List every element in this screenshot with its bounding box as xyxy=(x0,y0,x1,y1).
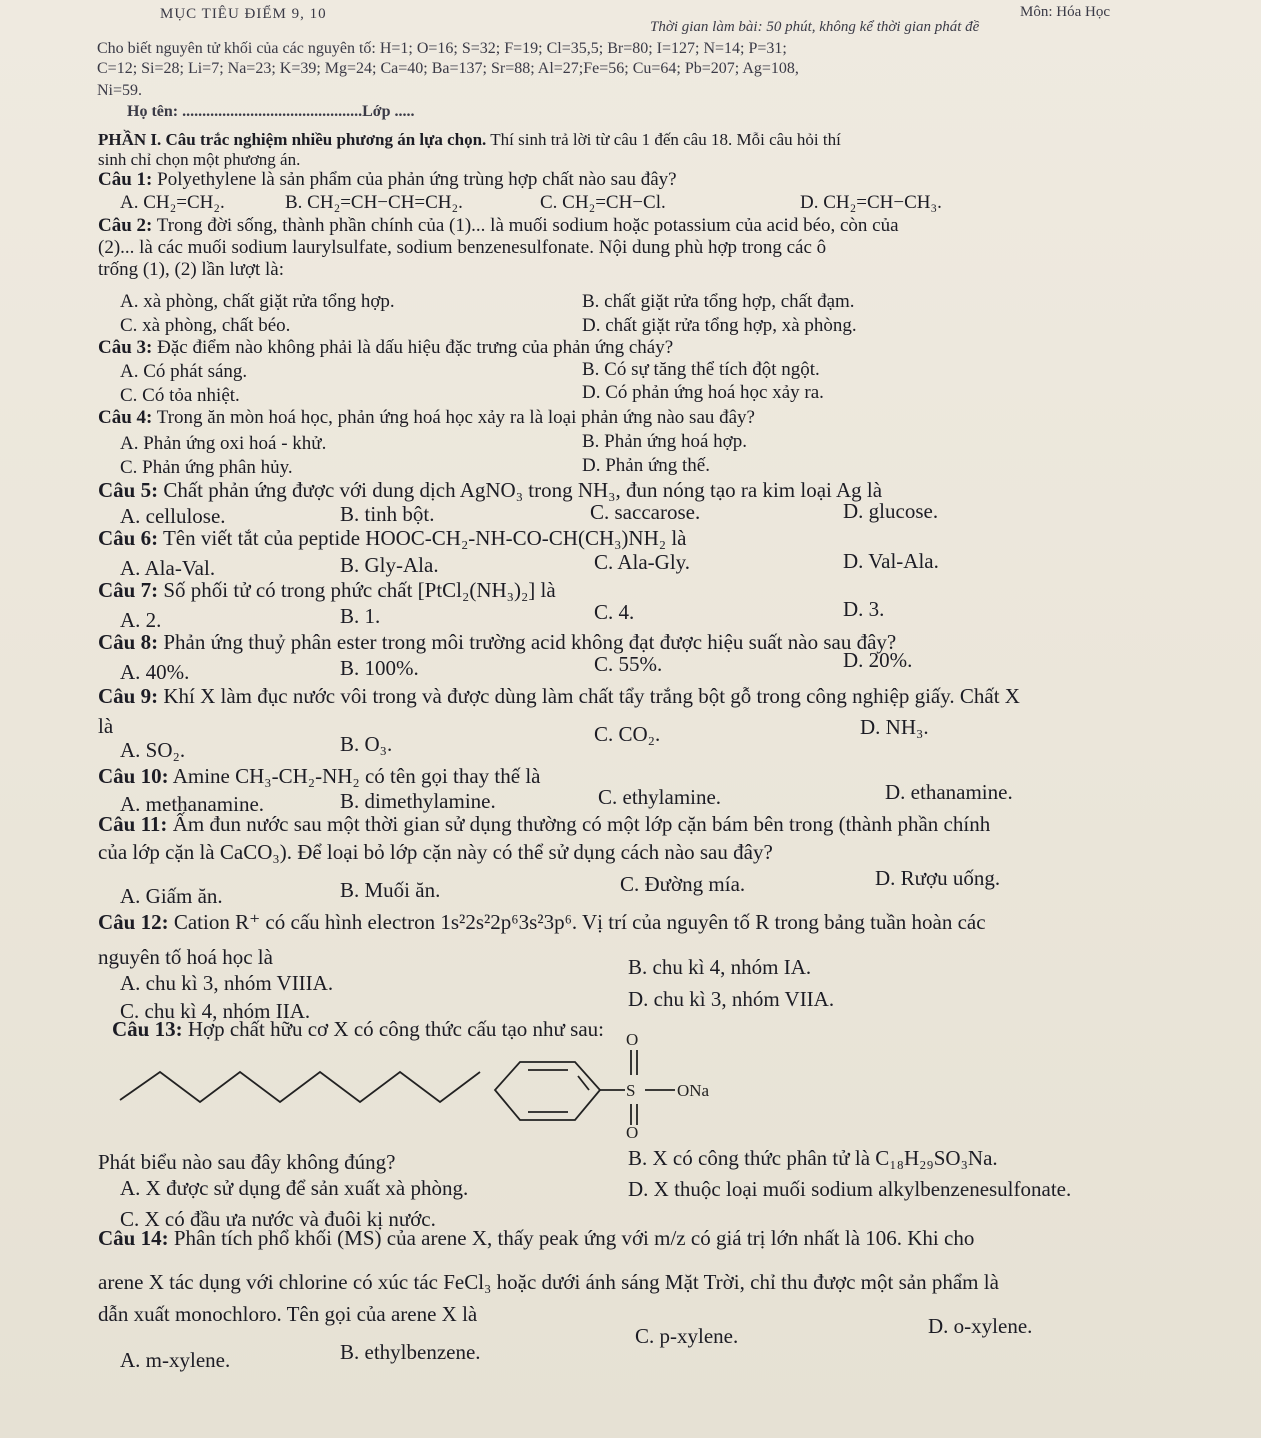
q12-option-c[interactable]: C. chu kì 4, nhóm IIA. xyxy=(120,999,311,1023)
q9-option-c[interactable]: C. CO₂. xyxy=(594,722,661,746)
exam-title: MỤC TIÊU ĐIỂM 9, 10 xyxy=(160,6,327,22)
oxygen-atom-top: O xyxy=(626,1030,639,1049)
part-instructions: Thí sinh trả lời từ câu 1 đến câu 18. Mỗi câu hỏi thí xyxy=(490,130,841,149)
question-2: Câu 2: Trong đời sống, thành phần chính của (1)... là muối sodium hoặc potassium của acid béo, còn của xyxy=(98,215,899,236)
q2-option-b[interactable]: B. chất giặt rửa tổng hợp, chất đạm. xyxy=(582,291,855,312)
q2-option-c[interactable]: C. xà phòng, chất béo. xyxy=(120,315,291,336)
question-6: Câu 6: Tên viết tắt của peptide HOOC-CH₂-NH-CO-CH(CH₃)NH₂ là xyxy=(98,526,687,550)
q7-option-c[interactable]: C. 4. xyxy=(594,600,635,624)
alkylbenzenesulfonate-structure xyxy=(110,1030,810,1140)
question-2-line-3: trống (1), (2) lần lượt là: xyxy=(98,259,285,280)
q4-option-d[interactable]: D. Phản ứng thế. xyxy=(582,455,710,476)
q14-option-d[interactable]: D. o-xylene. xyxy=(928,1314,1033,1338)
q4-option-b[interactable]: B. Phản ứng hoá hợp. xyxy=(582,431,747,452)
q10-option-c[interactable]: C. ethylamine. xyxy=(598,785,722,809)
q8-option-d[interactable]: D. 20%. xyxy=(843,648,913,672)
question-4: Câu 4: Trong ăn mòn hoá học, phản ứng hoá học xảy ra là loại phản ứng nào sau đây? xyxy=(98,407,755,428)
question-12-line-2: nguyên tố hoá học là xyxy=(98,945,273,969)
q1-option-c[interactable]: C. CH₂=CH−Cl. xyxy=(540,192,666,213)
q12-option-a[interactable]: A. chu kì 3, nhóm VIIIA. xyxy=(120,971,334,995)
name-class-line: Họ tên: .............................................Lớp ..... xyxy=(127,103,415,120)
question-14-line-3: dẫn xuất monochloro. Tên gọi của arene X là xyxy=(98,1302,478,1326)
q7-option-d[interactable]: D. 3. xyxy=(843,597,885,621)
q7-option-b[interactable]: B. 1. xyxy=(340,604,381,628)
question-7: Câu 7: Số phối tử có trong phức chất [PtCl₂(NH₃)₂] là xyxy=(98,578,556,602)
q5-option-a[interactable]: A. cellulose. xyxy=(120,504,226,528)
q4-option-c[interactable]: C. Phản ứng phân hủy. xyxy=(120,457,293,478)
q8-option-c[interactable]: C. 55%. xyxy=(594,652,663,676)
atomic-masses-3: Ni=59. xyxy=(97,82,143,99)
q1-option-b[interactable]: B. CH₂=CH−CH=CH₂. xyxy=(285,192,463,213)
q11-option-d[interactable]: D. Rượu uống. xyxy=(875,866,1001,890)
q11-option-b[interactable]: B. Muối ăn. xyxy=(340,878,441,902)
q6-option-b[interactable]: B. Gly-Ala. xyxy=(340,553,439,577)
q8-option-b[interactable]: B. 100%. xyxy=(340,656,419,680)
question-5: Câu 5: Chất phản ứng được với dung dịch AgNO₃ trong NH₃, đun nóng tạo ra kim loại Ag là xyxy=(98,478,883,502)
q11-option-c[interactable]: C. Đường mía. xyxy=(620,872,746,896)
q14-option-c[interactable]: C. p-xylene. xyxy=(635,1324,739,1348)
oxygen-atom-bottom: O xyxy=(626,1123,639,1140)
q9-option-a[interactable]: A. SO₂. xyxy=(120,738,186,762)
sodium-oxide-group: ONa xyxy=(677,1081,710,1100)
question-2-line-2: (2)... là các muối sodium laurylsulfate, sodium benzenesulfonate. Nội dung phù hợp trong các ô xyxy=(98,237,827,258)
question-13: Câu 13: Hợp chất hữu cơ X có công thức cấu tạo như sau: xyxy=(112,1017,604,1041)
question-8: Câu 8: Phản ứng thuỷ phân ester trong môi trường acid không đạt được hiệu suất nào sau đây? xyxy=(98,630,897,654)
question-3: Câu 3: Đặc điểm nào không phải là dấu hiệu đặc trưng của phản ứng cháy? xyxy=(98,337,674,358)
atomic-masses-1: Cho biết nguyên tử khối của các nguyên tố: H=1; O=16; S=32; F=19; Cl=35,5; Br=80; I=127; N=14; P=31; xyxy=(97,40,787,57)
question-12: Câu 12: Cation R⁺ có cấu hình electron 1s²2s²2p⁶3s²3p⁶. Vị trí của nguyên tố R trong bảng tuần hoàn các xyxy=(98,910,986,934)
time-label: Thời gian làm bài: 50 phút, không kể thời gian phát đề xyxy=(650,19,980,35)
q6-option-c[interactable]: C. Ala-Gly. xyxy=(594,550,691,574)
q10-option-d[interactable]: D. ethanamine. xyxy=(885,780,1013,804)
q13-option-b[interactable]: B. X có công thức phân tử là C₁₈H₂₉SO₃Na. xyxy=(628,1146,998,1170)
q2-option-a[interactable]: A. xà phòng, chất giặt rửa tổng hợp. xyxy=(120,291,395,312)
q10-option-a[interactable]: A. methanamine. xyxy=(120,792,265,816)
q13-option-a[interactable]: A. X được sử dụng để sản xuất xà phòng. xyxy=(120,1176,469,1200)
part-title: PHẦN I. Câu trắc nghiệm nhiều phương án lựa chọn. xyxy=(98,130,487,149)
q7-option-a[interactable]: A. 2. xyxy=(120,608,162,632)
q5-option-b[interactable]: B. tinh bột. xyxy=(340,502,435,526)
q5-option-d[interactable]: D. glucose. xyxy=(843,499,939,523)
sulfur-atom: S xyxy=(626,1081,636,1100)
question-1: Câu 1: Polyethylene là sản phẩm của phản ứng trùng hợp chất nào sau đây? xyxy=(98,169,677,190)
question-14-line-2: arene X tác dụng với chlorine có xúc tác FeCl₃ hoặc dưới ánh sáng Mặt Trời, chỉ thu được một sản phẩm là xyxy=(98,1270,999,1294)
question-13-line-2: Phát biểu nào sau đây không đúng? xyxy=(98,1150,396,1174)
q6-option-a[interactable]: A. Ala-Val. xyxy=(120,556,216,580)
q10-option-b[interactable]: B. dimethylamine. xyxy=(340,789,496,813)
question-9: Câu 9: Khí X làm đục nước vôi trong và được dùng làm chất tẩy trắng bột gỗ trong công nghiệp giấy. Chất X xyxy=(98,684,1020,708)
q8-option-a[interactable]: A. 40%. xyxy=(120,660,190,684)
q12-option-d[interactable]: D. chu kì 3, nhóm VIIA. xyxy=(628,987,835,1011)
q11-option-a[interactable]: A. Giấm ăn. xyxy=(120,884,223,908)
question-11: Câu 11: Ấm đun nước sau một thời gian sử dụng thường có một lớp cặn bám bên trong (thành phần chính xyxy=(98,812,991,836)
q2-option-d[interactable]: D. chất giặt rửa tổng hợp, xà phòng. xyxy=(582,315,857,336)
q9-option-d[interactable]: D. NH₃. xyxy=(860,715,929,739)
q3-option-d[interactable]: D. Có phản ứng hoá học xảy ra. xyxy=(582,382,824,403)
subject-label: Môn: Hóa Học xyxy=(1020,4,1110,20)
question-14: Câu 14: Phân tích phổ khối (MS) của arene X, thấy peak ứng với m/z có giá trị lớn nhất là 106. Khi cho xyxy=(98,1226,975,1250)
q13-option-c[interactable]: C. X có đầu ưa nước và đuôi kị nước. xyxy=(120,1207,436,1231)
q1-option-a[interactable]: A. CH₂=CH₂. xyxy=(120,192,225,213)
q9-option-b[interactable]: B. O₃. xyxy=(340,732,393,756)
q5-option-c[interactable]: C. saccarose. xyxy=(590,500,701,524)
q14-option-a[interactable]: A. m-xylene. xyxy=(120,1348,231,1372)
q14-option-b[interactable]: B. ethylbenzene. xyxy=(340,1340,481,1364)
q3-option-c[interactable]: C. Có tỏa nhiệt. xyxy=(120,385,240,406)
question-9-line-2: là xyxy=(98,714,114,738)
part-instructions-2: sinh chỉ chọn một phương án. xyxy=(98,150,301,169)
question-10: Câu 10: Amine CH₃-CH₂-NH₂ có tên gọi thay thế là xyxy=(98,764,541,788)
q6-option-d[interactable]: D. Val-Ala. xyxy=(843,549,939,573)
q1-option-d[interactable]: D. CH₂=CH−CH₃. xyxy=(800,192,942,213)
q4-option-a[interactable]: A. Phản ứng oxi hoá - khử. xyxy=(120,433,327,454)
question-11-line-2: của lớp cặn là CaCO₃). Để loại bỏ lớp cặn này có thể sử dụng cách nào sau đây? xyxy=(98,840,773,864)
q13-option-d[interactable]: D. X thuộc loại muối sodium alkylbenzenesulfonate. xyxy=(628,1177,1072,1201)
q3-option-b[interactable]: B. Có sự tăng thể tích đột ngột. xyxy=(582,359,820,380)
q3-option-a[interactable]: A. Có phát sáng. xyxy=(120,361,248,382)
atomic-masses-2: C=12; Si=28; Li=7; Na=23; K=39; Mg=24; Ca=40; Ba=137; Sr=88; Al=27;Fe=56; Cu=64; Pb=207; Ag=108, xyxy=(97,60,799,77)
q12-option-b[interactable]: B. chu kì 4, nhóm IA. xyxy=(628,955,812,979)
